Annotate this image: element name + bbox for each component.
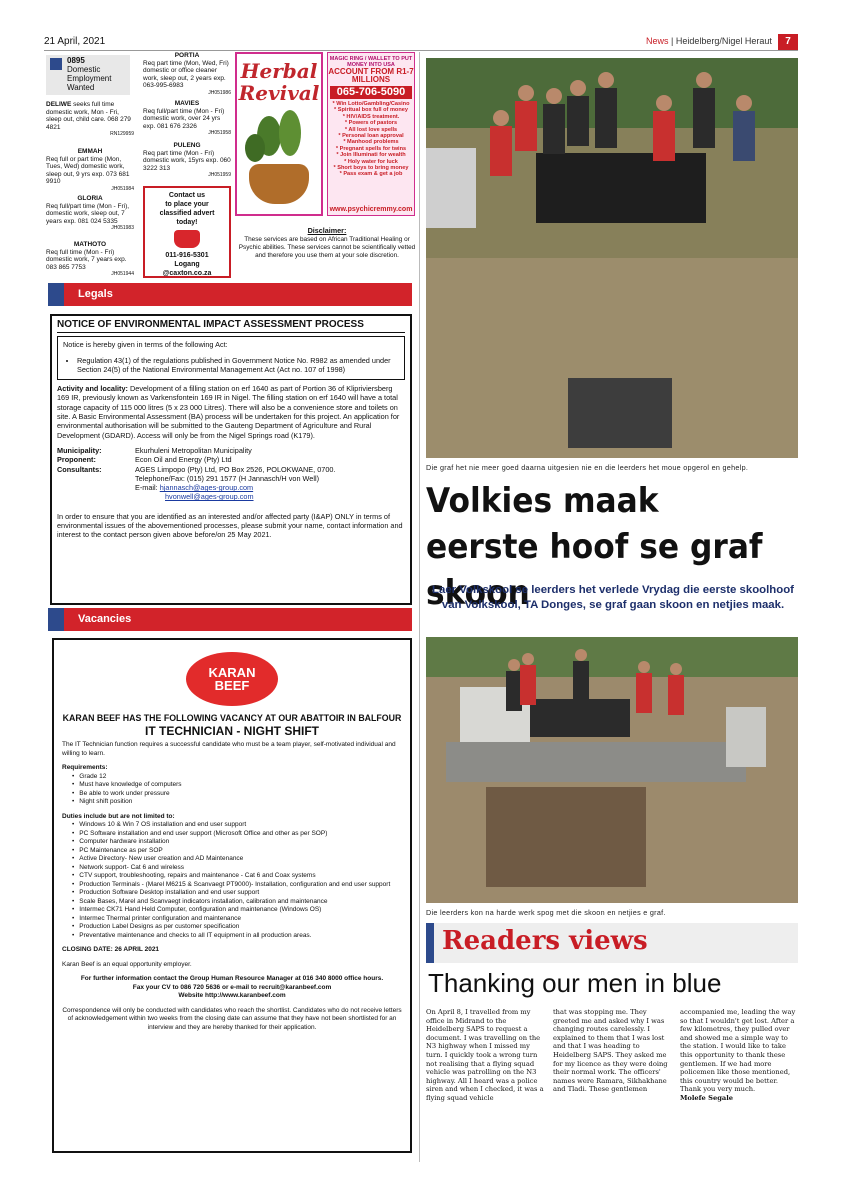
contact-line: to place your — [165, 201, 209, 208]
psychic-top: MAGIC RING / WALLET TO PUT MONEY INTO USA — [329, 56, 413, 68]
contact-line: classified advert — [159, 210, 215, 217]
classified-ad — [46, 241, 134, 279]
section-bar-accent — [426, 923, 434, 963]
column-divider — [419, 52, 420, 1162]
notice-title: NOTICE OF ENVIRONMENTAL IMPACT ASSESSMENT PROCESS — [57, 320, 405, 333]
vacancy-intro: The IT Technician function requires a successful candidate who must be a team player, self-motivated individual and willing to learn. — [62, 741, 396, 757]
closing-date: CLOSING DATE: 26 APRIL 2021 — [62, 946, 160, 953]
letter-column: On April 8, I travelled from my office in Midrand to the Heidelberg SAPS to request a document. I was travelling on the N3 highway when I missed my turn. I quickly took a wrong turn not realising that a flying squad vehicle was patrolling on the N3 highway. All I heard was a police siren and when I checked, it was a flying squad vehicle — [426, 1008, 544, 1102]
mortar-bowl-icon — [249, 164, 309, 204]
photo-caption: Die graf het nie meer goed daarna uitgesien nie en die leerders het moue opgerol en gehelp. — [426, 463, 749, 472]
list-item: • Scale Bases, Marel and Scanvaegt indicators installation, calibration and maintenance — [72, 898, 402, 907]
contact-email: @caxton.co.za — [162, 270, 212, 277]
section-label: News | Heidelberg/Nigel Heraut — [646, 36, 772, 46]
vacancy-heading: KARAN BEEF HAS THE FOLLOWING VACANCY AT OUR ABATTOIR IN BALFOUR — [62, 713, 402, 723]
clean-grave-photo — [426, 637, 798, 903]
ad-text: Req full/part time (Mon - Fri), domestic work, sleep out, 7 years exp. 081 024 5335 — [46, 202, 130, 225]
readers-views-bar — [426, 923, 798, 963]
legals-section-bar — [48, 283, 412, 306]
ad-ref: JH051984 — [111, 185, 134, 192]
contact-line: today! — [176, 219, 198, 226]
section-bar-label: Vacancies — [78, 613, 132, 625]
list-item: • Production Terminals - (Marel M6215 & Scanvaegt PT9000)- Installation, configuration and end user support — [72, 881, 402, 890]
grave-cleanup-photo — [426, 58, 798, 458]
ad-name: DELIWE — [46, 101, 72, 108]
section-bar-accent — [48, 608, 64, 631]
ad-name: GLORIA — [77, 195, 103, 202]
ad-text: Req full or part time (Mon, Tues, Wed) domestic work, sleep out, 9 yrs exp. 073 681 9910 — [46, 155, 130, 186]
letter-text: accompanied me, leading the way so that I wouldn't get lost. After a few kilometres, they pulled over and showed me a simple way to the station. I would like to take this opportunity to thank these gentlemen. If we had more policemen like those mentioned, this country would be better. Thank you very much. — [680, 1008, 796, 1094]
category-label — [67, 56, 111, 92]
requirements — [62, 764, 402, 807]
list-item: * Holy water for luck — [344, 158, 398, 165]
notice-closing: In order to ensure that you are identified as an interested and/or affected party (I&AP) ONLY in terms of environmental issues of the abovementioned processes, please submit your name, contact information and interest to the contact person given above before/on 25 May 2021. — [57, 511, 403, 540]
issue-date: 21 April, 2021 — [44, 36, 106, 47]
psychic-website[interactable]: www.psychicremmy.com — [329, 206, 413, 213]
publication-name: Heidelberg/Nigel Heraut — [675, 36, 772, 46]
classified-ad — [143, 100, 231, 138]
list-item: • Production Software Desktop installation and end user support — [72, 889, 402, 898]
page-number: 7 — [778, 34, 798, 50]
detail-label: Consultants: — [57, 464, 102, 474]
list-item: • Preventative maintenance and checks to all IT equipment in all production areas. — [72, 932, 402, 941]
ad-ref: JH051958 — [208, 130, 231, 137]
list-item: * All lost love spells — [344, 126, 398, 133]
letter-column: that was stopping me. They greeted me and asked why I was changing routes carelessly. I explained to them that I was lost and that I was heading to Heidelberg SAPS. They asked me for my licence as they were doing their normal work. The officers' names were Ramara, Sikhakhane and Tladi. These gentlemen — [553, 1008, 668, 1094]
karan-beef-vacancy — [52, 638, 412, 1153]
detail-value: Telephone/Fax: (015) 291 1577 (H Jannasch/H von Well) — [135, 473, 320, 483]
classified-ad — [143, 142, 231, 180]
header-rule — [44, 50, 798, 51]
photo-illustration — [426, 637, 798, 903]
list-item: • Intermec Thermal printer configuration and maintenance — [72, 915, 402, 924]
disclaimer — [237, 227, 417, 260]
section-bar-label: Legals — [78, 288, 113, 300]
list-item: * Personal loan approval — [338, 133, 404, 140]
ad-text: seeks full time domestic work, Mon - Fri, sleep out, child care. 068 279 4821 — [46, 101, 131, 131]
duties — [62, 813, 402, 941]
ad-name: MATHOTO — [73, 241, 107, 248]
correspondence-note: Correspondence will only be conducted with candidates who reach the shortlist. Candidates who do not receive letters of acknowledgement within two weeks from the closing date can assume that they have not been shortlisted for an interview and they are hereby thanked for their application. — [62, 1006, 402, 1031]
list-item: • Computer hardware installation — [72, 838, 402, 847]
letter-signature: Molefe Segale — [680, 1093, 734, 1102]
ad-ref: JH051944 — [111, 271, 134, 278]
story-headline: Volkies maak eerste hoof se graf skoon — [426, 481, 763, 613]
letter-column — [680, 1008, 798, 1103]
website-link[interactable]: Website http://www.karanbeef.com — [178, 992, 286, 999]
ad-name: EMMAH — [77, 148, 103, 155]
email-link[interactable]: hjannasch@ages-group.com — [159, 483, 254, 493]
list-item: * Win Lotto/Gambling/Casino — [332, 101, 410, 107]
herbal-title: Herbal Revival — [238, 59, 320, 105]
ad-name: MAVIES — [174, 100, 200, 107]
ad-ref: JH051986 — [208, 89, 231, 96]
karan-beef-logo — [186, 652, 278, 706]
ad-text: Req part time (Mon, Wed, Fri) domestic or office cleaner work, sleep out, 2 years exp. 063-995-6983 — [143, 59, 229, 90]
category-line: Wanted — [67, 83, 95, 92]
list-item: * Manhood problems — [343, 139, 399, 146]
story-standfirst: Laer Volkskool se leerders het verlede Vrydag die eerste skoolhoof van Volkskool, TA Donges, se graf gaan skoon en netjies maak. — [432, 584, 794, 611]
ad-text: Req full time (Mon - Fri) domestic work, 7 years exp. 083 865 7753 — [46, 248, 127, 271]
contact-line: Contact us — [168, 192, 206, 199]
ad-text: Req full/part time (Mon - Fri) domestic work, over 24 yrs exp. 081 676 2326 — [143, 107, 225, 130]
list-item: • Production Label Designs as per customer specification — [72, 923, 402, 932]
ad-text: Req part time (Mon - Fri) domestic work, 15yrs exp. 060 3222 313 — [143, 149, 231, 172]
category-icon — [50, 58, 62, 70]
classified-ad — [143, 52, 231, 98]
contact-phone: 011-916-5301 — [165, 252, 209, 259]
list-item: * Short boys to bring money — [333, 165, 409, 172]
readers-views-title: Readers views — [442, 926, 648, 956]
vacancy-position: IT TECHNICIAN - NIGHT SHIFT — [145, 723, 319, 738]
list-item: • Active Directory- New user creation and AD Maintenance — [72, 855, 402, 864]
activity-text: Development of a filling station on erf 1640 as part of Portion 36 of Klipriviersberg 169 IR, previously known as Varkensfontein 169 IR in Nigel. The filling station on erf 1640 will have a total storage capacity of 115 000 litres (5 x 23 000 Litres). There will also be a convenience store and toilets on site. A Basic Environmental Assessment (BA) process will be undertaken for this project. An application for environmental authorisation will be submitted to the Gauteng Department of Agriculture and Rural Development (GDARD). Access will only be from the Nigel Springs road (K179). — [57, 384, 400, 440]
classified-ad — [46, 195, 134, 233]
list-item: * Spiritual box full of money — [334, 107, 408, 114]
section-news: News — [646, 36, 669, 46]
logo-text: KARAN — [208, 665, 256, 680]
disclaimer-text: These services are based on African Traditional Healing or Psychic abilities. These services cannot be scientifically vetted and therefore you use them at your sole discretion. — [238, 236, 416, 259]
classified-ad — [46, 148, 134, 194]
category-line: Employment — [67, 74, 112, 83]
list-item: * Pass exam & get a job — [339, 171, 403, 178]
classified-ad — [46, 101, 134, 139]
list-item: • Intermec CK71 Hand Held Computer, configuration and maintenance (Windows OS) — [72, 906, 402, 915]
ad-ref: RN129959 — [110, 131, 134, 138]
list-item: * Pregnant spells for twins — [335, 145, 407, 152]
vacancies-section-bar — [48, 608, 412, 631]
detail-label: Proponent: — [57, 455, 96, 465]
eia-notice — [50, 314, 412, 605]
equal-opportunity: Karan Beef is an equal opportunity employer. — [62, 960, 192, 968]
psychic-list — [328, 101, 414, 178]
ad-name: PORTIA — [174, 52, 200, 59]
category-line: Domestic — [67, 65, 101, 74]
notice-regulation: • Regulation 43(1) of the regulations published in Government Notice No. R982 as amended under Section 24(5) of the National Environmental Management Act (Act no. 107 of 1998) — [77, 356, 399, 375]
list-item: • Be able to work under pressure — [72, 790, 402, 799]
psychic-ad[interactable] — [327, 52, 415, 216]
detail-value: AGES Limpopo (Pty) Ltd, PO Box 2526, POLOKWANE, 0700. — [135, 464, 336, 474]
list-item: * Join Illuminati for wealth — [336, 152, 406, 159]
detail-value: Econ Oil and Energy (Pty) Ltd — [135, 455, 232, 465]
list-item: • Grade 12 — [72, 773, 402, 782]
notice-act-box — [57, 336, 405, 380]
notice-intro: Notice is hereby given in terms of the following Act: — [63, 340, 228, 350]
list-item: • Night shift position — [72, 798, 402, 807]
ad-name: PULENG — [173, 142, 201, 149]
further-info: For further information contact the Group Human Resource Manager at 016 340 8000 office hours. — [80, 975, 384, 982]
category-code: 0895 — [67, 56, 85, 65]
list-item: * Powers of pastors — [344, 120, 398, 127]
psychic-phone: 065-706-5090 — [330, 86, 412, 99]
section-bar-accent — [48, 283, 64, 306]
list-item: * HIV/AIDS treatment. — [342, 113, 400, 120]
ad-ref: JH051959 — [208, 172, 231, 179]
herbal-revival-ad[interactable] — [235, 52, 323, 216]
notice-details — [57, 446, 405, 502]
telephone-icon — [174, 230, 200, 248]
detail-label: E-mail: — [135, 483, 158, 493]
disclaimer-title: Disclaimer: — [307, 226, 347, 235]
list-item: • PC Maintenance as per SOP — [72, 847, 402, 856]
list-item: • CTV support, troubleshooting, repairs and maintenance - Cat 6 and Coax systems — [72, 872, 402, 881]
detail-label: Municipality: — [57, 445, 102, 455]
classified-contact-ad[interactable] — [143, 186, 231, 278]
logo-text: BEEF — [214, 678, 250, 693]
notice-activity — [57, 384, 405, 440]
contact-name: Logang — [174, 261, 200, 268]
list-item: • Must have knowledge of computers — [72, 781, 402, 790]
detail-value: Ekurhuleni Metropolitan Municipality — [135, 445, 252, 455]
psychic-account: ACCOUNT FROM R1-7 MILLIONS — [328, 67, 414, 84]
letter-body — [426, 1008, 798, 1103]
photo-illustration — [426, 58, 798, 458]
leaf-icon — [279, 110, 301, 156]
photo-caption: Die leerders kon na harde werk spog met die skoon en netjies e graf. — [426, 908, 666, 917]
requirements-title: Requirements: — [62, 764, 108, 771]
fax-line[interactable]: Fax your CV to 086 720 5636 or e-mail to recruit@karanbeef.com — [132, 983, 332, 991]
letter-headline: Thanking our men in blue — [428, 968, 722, 998]
list-item: • Network support- Cat 6 and wireless — [72, 864, 402, 873]
ad-ref: JH051983 — [111, 225, 134, 232]
email-link[interactable]: hvonwell@ages-group.com — [165, 492, 254, 502]
activity-label: Activity and locality: — [57, 384, 128, 394]
list-item: • Windows 10 & Win 7 OS installation and end user support — [72, 821, 402, 830]
leaf-icon — [245, 134, 265, 162]
duties-title: Duties include but are not limited to: — [62, 812, 175, 820]
list-item: • PC Software installation and end user support (Microsoft Office and other as per SOP) — [72, 830, 402, 839]
